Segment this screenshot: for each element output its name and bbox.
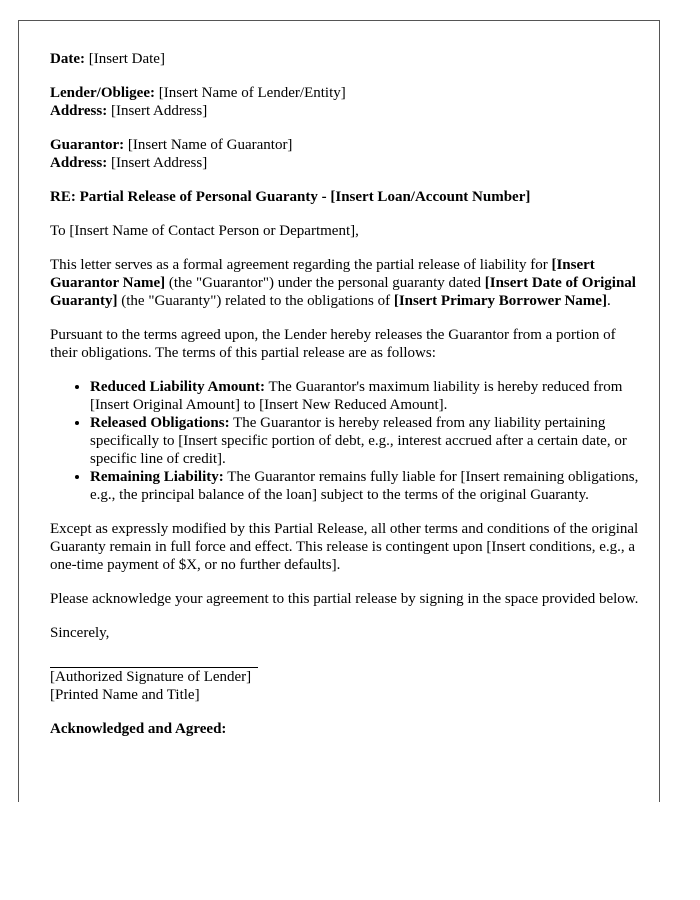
except-paragraph: Except as expressly modified by this Partial Release, all other terms and conditions of the original Guaranty remain in full force and effect. This release is contingent upon [Insert conditions, e.g., a one-time payment of $X, or no further defaults]. xyxy=(50,521,639,573)
guarantor-address-value: [Insert Address] xyxy=(107,155,208,171)
signature-line-1: [Authorized Signature of Lender] xyxy=(50,669,252,685)
intro-text-1: This letter serves as a formal agreement regarding the partial release of liability for xyxy=(50,257,552,273)
terms-list xyxy=(50,378,640,504)
lender-value: [Insert Name of Lender/Entity] xyxy=(155,85,346,101)
subject-text: RE: Partial Release of Personal Guaranty - [Insert Loan/Account Number] xyxy=(50,189,531,205)
intro-guaranty-date: [Insert Date of Original Guaranty] xyxy=(50,275,636,309)
intro-text-3: (the "Guaranty") related to the obligations of xyxy=(117,293,394,309)
guarantor-address-label: Address: xyxy=(50,155,108,171)
intro-text-4: . xyxy=(606,293,611,309)
letter-content xyxy=(50,50,640,754)
guarantor-value: [Insert Name of Guarantor] xyxy=(124,137,293,153)
closing: Sincerely, xyxy=(50,625,110,641)
acknowledge-paragraph: Please acknowledge your agreement to this partial release by signing in the space provided below. xyxy=(50,591,639,607)
acknowledged-heading-text: Acknowledged and Agreed: xyxy=(50,721,227,737)
signature-line-2: [Printed Name and Title] xyxy=(50,687,200,703)
subject-line xyxy=(50,188,640,206)
guarantor-block xyxy=(50,136,640,172)
term-text: The Guarantor's maximum liability is hereby reduced from [Insert Original Amount] to [Insert New Reduced Amount]. xyxy=(90,379,623,413)
guarantor-label: Guarantor: xyxy=(50,137,125,153)
acknowledged-heading xyxy=(50,720,640,738)
term-label: Reduced Liability Amount: xyxy=(90,379,266,395)
intro-text-2: (the "Guarantor") under the personal guaranty dated xyxy=(165,275,485,291)
term-text: The Guarantor remains fully liable for [Insert remaining obligations, e.g., the principal balance of the loan] subject to the terms of the original Guaranty. xyxy=(90,469,639,503)
letter-page xyxy=(18,20,660,802)
term-text: The Guarantor is hereby released from any liability pertaining specifically to [Insert specific portion of debt, e.g., interest accrued after a certain date, or specific line of credit]. xyxy=(90,415,627,467)
term-label: Remaining Liability: xyxy=(90,469,224,485)
pursuant-paragraph: Pursuant to the terms agreed upon, the Lender hereby releases the Guarantor from a portion of their obligations. The terms of this partial release are as follows: xyxy=(50,327,616,361)
lender-address-value: [Insert Address] xyxy=(107,103,208,119)
date-label: Date: xyxy=(50,51,85,67)
date-line xyxy=(50,50,640,68)
list-item xyxy=(90,378,640,414)
signature-block xyxy=(50,668,640,704)
lender-address-label: Address: xyxy=(50,103,108,119)
date-value: [Insert Date] xyxy=(84,51,165,67)
intro-paragraph xyxy=(50,256,640,310)
list-item xyxy=(90,468,640,504)
list-item xyxy=(90,414,640,468)
lender-block xyxy=(50,84,640,120)
intro-borrower-name: [Insert Primary Borrower Name] xyxy=(393,293,607,309)
lender-label: Lender/Obligee: xyxy=(50,85,155,101)
term-label: Released Obligations: xyxy=(90,415,230,431)
intro-guarantor-name: [Insert Guarantor Name] xyxy=(50,257,595,291)
salutation: To [Insert Name of Contact Person or Department], xyxy=(50,223,359,239)
